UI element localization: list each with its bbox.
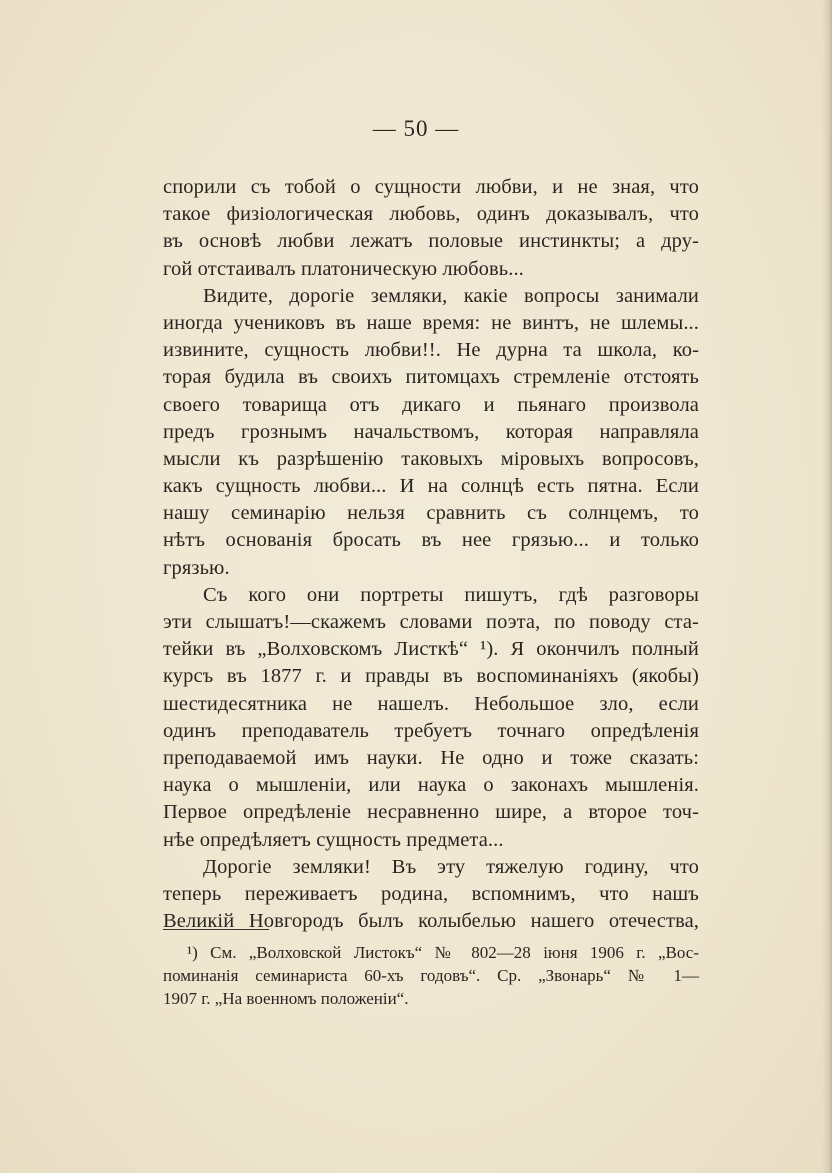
text-line: такое физіологическая любовь, одинъ доказывалъ, что <box>163 203 699 226</box>
text-line: курсъ въ 1877 г. и правды въ воспоминаніяхъ (якобы) <box>163 665 699 688</box>
text-line: нѣе опредѣляетъ сущность предмета... <box>163 828 504 851</box>
text-line: спорили съ тобой о сущности любви, и не зная, что <box>163 176 699 198</box>
text-line: тейки въ „Волховскомъ Листкѣ“ ¹). Я окончилъ полный <box>163 638 699 661</box>
text-line: наука о мышленіи, или наука о законахъ мышленія. <box>163 774 699 797</box>
text-line: иногда учениковъ въ наше время: не винтъ, не шлемы... <box>163 311 699 334</box>
text-line: гой отстаивалъ платоническую любовь... <box>163 257 524 280</box>
footnote <box>163 941 699 1010</box>
text-line: Дорогіе земляки! Въ эту тяжелую годину, что <box>203 855 699 878</box>
text-line: преподаваемой имъ науки. Не одно и тоже сказать: <box>163 746 699 769</box>
text-line: эти слышатъ!—скажемъ словами поэта, по поводу ста- <box>163 611 699 633</box>
page-number: — 50 — <box>372 116 460 141</box>
text-line: торая будила въ своихъ питомцахъ стремленіе отстоять <box>163 366 699 389</box>
body-text <box>163 174 699 935</box>
text-line: грязью. <box>163 556 230 579</box>
text-line: мысли къ разрѣшенію таковыхъ міровыхъ вопросовъ, <box>163 447 699 470</box>
text-line: Первое опредѣленіе несравненно шире, а второе точ- <box>163 801 699 824</box>
footnote-divider <box>163 929 269 930</box>
text-line: въ основѣ любви лежатъ половые инстинкты; а дру- <box>163 230 699 253</box>
text-line: Съ кого они портреты пишутъ, гдѣ разговоры <box>203 583 699 606</box>
text-line: теперь переживаетъ родина, вспомнимъ, что нашъ <box>163 882 699 905</box>
text-line: какъ сущность любви... И на солнцѣ есть пятна. Если <box>163 475 699 498</box>
text-line: шестидесятника не нашелъ. Небольшое зло, если <box>163 692 699 715</box>
text-line: своего товарища отъ дикаго и пьянаго произвола <box>163 393 699 416</box>
text-line: одинъ преподаватель требуетъ точнаго опредѣленія <box>163 719 699 742</box>
text-line: Великій Новгородъ былъ колыбелью нашего отечества, <box>163 910 699 933</box>
text-line: нѣтъ основанія бросать въ нее грязью... и только <box>163 529 699 552</box>
footnote-line: поминанія семинариста 60-хъ годовъ“. Ср. „Звонарь“ № 1— <box>163 966 699 985</box>
text-line: предъ грознымъ начальствомъ, которая направляла <box>163 420 699 443</box>
page-edge-shadow <box>822 0 832 1173</box>
text-line: извините, сущность любви!!. Не дурна та школа, ко- <box>163 339 699 362</box>
text-line: нашу семинарію нельзя сравнить съ солнцемъ, то <box>163 502 699 525</box>
footnote-line: ¹) См. „Волховской Листокъ“ № 802—28 іюня 1906 г. „Вос- <box>187 943 699 962</box>
footnote-line: 1907 г. „На военномъ положеніи“. <box>163 989 409 1008</box>
text-line: Видите, дорогіе земляки, какіе вопросы занимали <box>203 284 699 307</box>
